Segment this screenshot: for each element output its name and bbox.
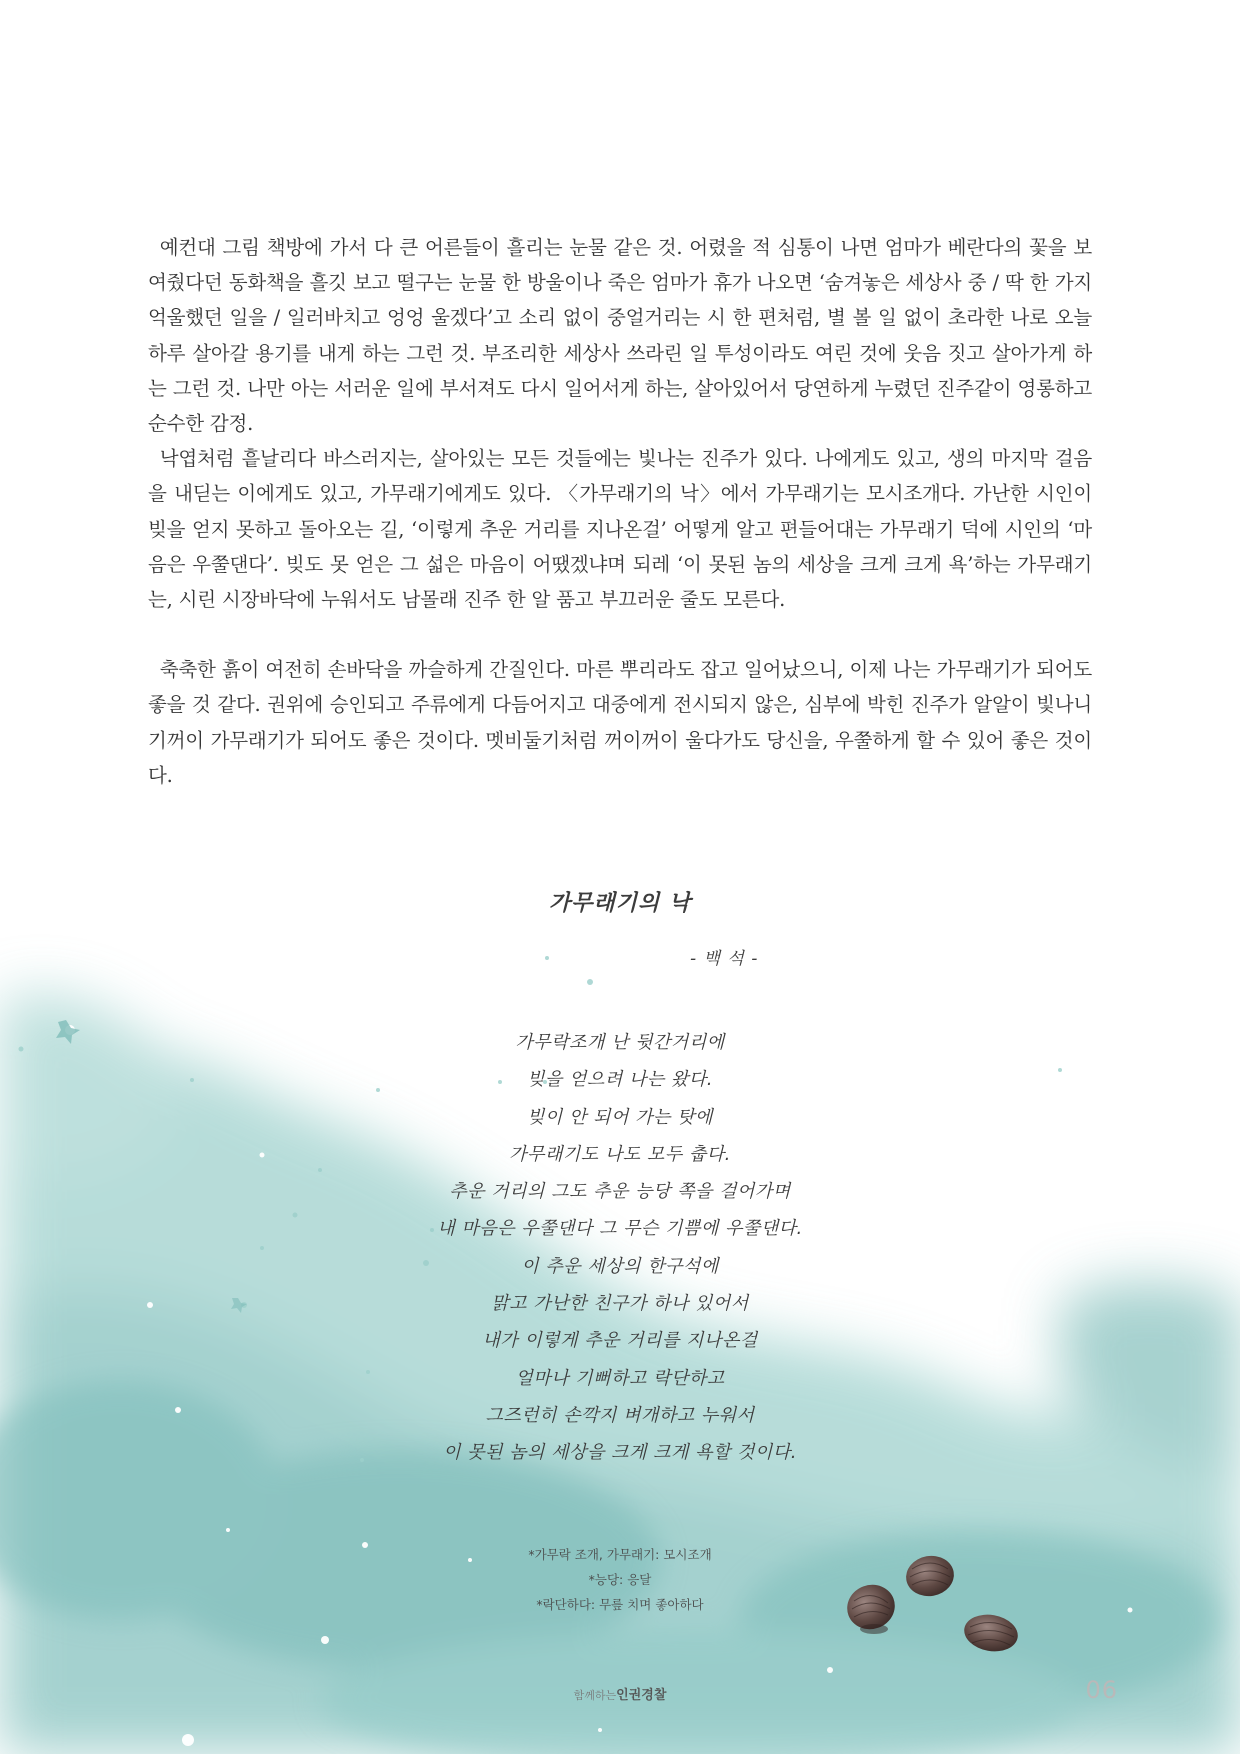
poem-author: - 백 석 - — [690, 949, 759, 969]
poem-line: 빚이 안 되어 가는 탓에 — [527, 1106, 713, 1128]
clam-shells-illustration — [836, 1545, 1026, 1670]
footnote: *락단하다: 무릎 치며 좋아하다 — [536, 1597, 704, 1612]
poem-line: 그즈런히 손깍지 벼개하고 누워서 — [485, 1404, 755, 1426]
essay-paragraph-3: 축축한 흙이 여전히 손바닥을 까슬하게 간질인다. 마른 뿌리라도 잡고 일어났으니, 이제 나는 가무래기가 되어도 좋을 것 같다. 권위에 승인되고 주류에게 다듬어지고 대중에게 전시되지 않은, 심부에 박힌 진주가 알알이 빛나니 기꺼이 가무래기가 되어도 좋은 것이다. 멧비둘기처럼 꺼이꺼이 울다가도 당신을, 우쭐하게 할 수 있어 좋은 것이다. — [148, 658, 1092, 787]
poem-line: 이 못된 놈의 세상을 크게 크게 욕할 것이다. — [443, 1442, 797, 1464]
essay-paragraph-2: 낙엽처럼 흩날리다 바스러지는, 살아있는 모든 것들에는 빛나는 진주가 있다. 나에게도 있고, 생의 마지막 걸음을 내딛는 이에게도 있고, 가무래기에게도 있다. 〈가무래기의 낙〉에서 가무래기는 모시조개다. 가난한 시인이 빚을 얻지 못하고 돌아오는 길, ‘이렇게 추운 거리를 지나온걸’ 어떻게 알고 편들어대는 가무래기 덕에 시인의 ‘마음은 우쭐댄다’. 빚도 못 얻은 그 섧은 마음이 어땠겠냐며 되레 ‘이 못된 놈의 세상을 크게 크게 욕’하는 가무래기는, 시린 시장바닥에 누워서도 남몰래 진주 한 알 품고 부끄러운 줄도 모른다. — [148, 447, 1092, 612]
poem-line: 이 추운 세상의 한구석에 — [521, 1255, 719, 1277]
poem-line: 내가 이렇게 추운 거리를 지나온걸 — [482, 1330, 758, 1352]
clam-icon — [961, 1611, 1020, 1656]
poem-line: 내 마음은 우쭐댄다 그 무슨 기쁨에 우쭐댄다. — [437, 1218, 803, 1240]
poem-line: 맑고 가난한 친구가 하나 있어서 — [491, 1293, 749, 1315]
poem-line: 추운 거리의 그도 추운 능당 쪽을 걸어가며 — [449, 1181, 791, 1203]
poem-title: 가무래기의 낙 — [548, 891, 692, 916]
footer-brand-name: 인권경찰 — [616, 1688, 667, 1703]
poem-line: 가무래기도 나도 모두 춥다. — [509, 1143, 731, 1165]
footer-brand-prefix: 함께하는 — [573, 1689, 617, 1702]
poem-line: 얼마나 기뻐하고 락단하고 — [515, 1367, 725, 1389]
essay — [148, 230, 1092, 793]
footnote: *능당: 응달 — [588, 1572, 652, 1587]
page-number: 06 — [1085, 1676, 1118, 1704]
footnotes — [0, 1542, 1240, 1617]
clam-icon — [841, 1578, 901, 1636]
poem — [0, 886, 1240, 1464]
footnote: *가무락 조개, 가무래기: 모시조개 — [528, 1547, 712, 1562]
poem-line: 가무락조개 난 뒷간거리에 — [515, 1032, 725, 1053]
poem-line: 빚을 얻으려 나는 왔다. — [527, 1069, 713, 1091]
footer-brand — [0, 1684, 1240, 1703]
clam-icon — [903, 1552, 957, 1600]
poem-lines — [0, 1024, 1240, 1472]
essay-paragraph-1: 예컨대 그림 책방에 가서 다 큰 어른들이 흘리는 눈물 같은 것. 어렸을 적 심통이 나면 엄마가 베란다의 꽃을 보여줬다던 동화책을 흘깃 보고 떨구는 눈물 한 방울이나 죽은 엄마가 휴가 나오면 ‘숨겨놓은 세상사 중 / 딱 한 가지 억울했던 일을 / 일러바치고 엉엉 울겠다’고 소리 없이 중얼거리는 시 한 편처럼, 별 볼 일 없이 초라한 나로 오늘 하루 살아갈 용기를 내게 하는 그런 것. 부조리한 세상사 쓰라린 일 투성이라도 여린 것에 웃음 짓고 살아가게 하는 그런 것. 나만 아는 서러운 일에 부서져도 다시 일어서게 하는, 살아있어서 당연하게 누렸던 진주같이 영롱하고 순수한 감정. — [148, 236, 1092, 436]
